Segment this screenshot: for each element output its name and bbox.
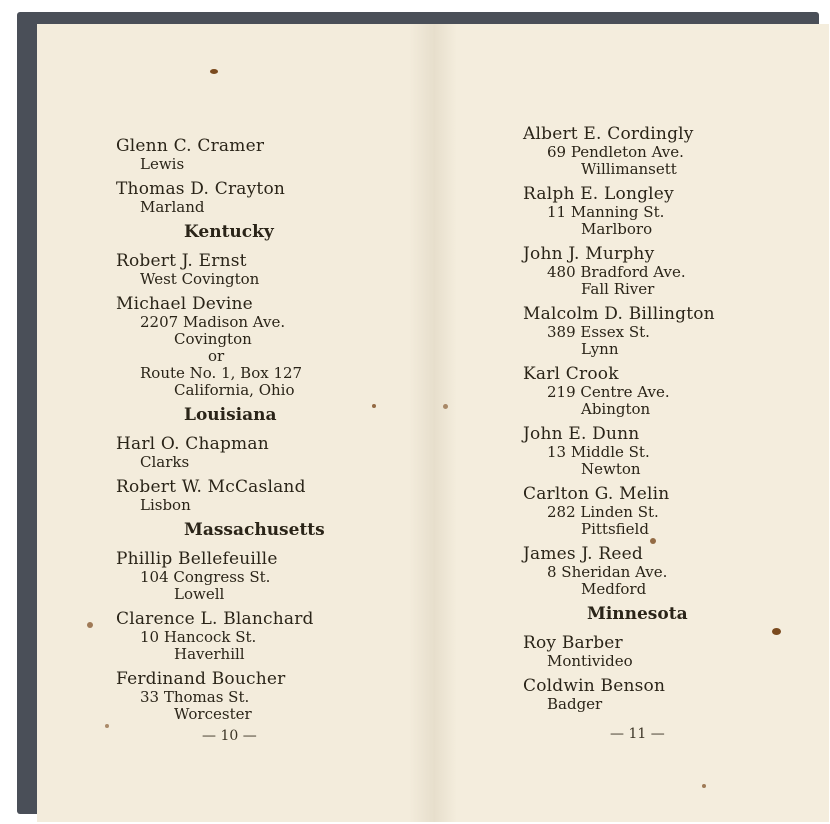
directory-entry xyxy=(523,364,823,418)
directory-entry xyxy=(523,184,823,238)
entry-address-line: Newton xyxy=(581,460,641,478)
left-page-listing xyxy=(116,136,416,729)
entry-address-line: Lynn xyxy=(581,340,619,358)
entry-address-line: Covington xyxy=(174,330,252,348)
directory-entry xyxy=(116,179,416,216)
entry-name: Clarence L. Blanchard xyxy=(116,609,314,629)
entry-address-line: or xyxy=(208,347,225,365)
entry-name: James J. Reed xyxy=(523,544,643,564)
entry-name: Karl Crook xyxy=(523,364,619,384)
entry-address-line: 104 Congress St. xyxy=(140,568,271,586)
foxing-spot xyxy=(772,628,781,635)
entry-address-line: Medford xyxy=(581,580,647,598)
entry-name: Harl O. Chapman xyxy=(116,434,269,454)
entry-address-line: 13 Middle St. xyxy=(547,443,650,461)
entry-name: John J. Murphy xyxy=(523,244,655,264)
entry-address-line: Marland xyxy=(140,198,205,216)
directory-entry xyxy=(116,251,416,288)
entry-address-line: Lewis xyxy=(140,155,185,173)
directory-entry xyxy=(116,294,416,399)
entry-address-line: 8 Sheridan Ave. xyxy=(547,563,668,581)
entry-name: Roy Barber xyxy=(523,633,623,653)
entry-address-line: California, Ohio xyxy=(174,381,295,399)
left-page xyxy=(37,24,436,822)
right-page xyxy=(435,24,829,822)
state-heading: Louisiana xyxy=(184,405,277,425)
entry-name: Albert E. Cordingly xyxy=(523,124,694,144)
foxing-spot xyxy=(210,69,218,74)
entry-address-line: Fall River xyxy=(581,280,655,298)
directory-entry xyxy=(116,549,416,603)
right-page-number: — 11 — xyxy=(610,726,665,742)
foxing-spot xyxy=(105,724,109,728)
foxing-spot xyxy=(372,404,376,408)
foxing-spot xyxy=(702,784,706,788)
foxing-spot xyxy=(87,622,93,628)
state-heading: Massachusetts xyxy=(184,520,325,540)
entry-address-line: 282 Linden St. xyxy=(547,503,659,521)
left-page-number: — 10 — xyxy=(202,728,257,744)
entry-address-line: Montivideo xyxy=(547,652,633,670)
state-heading: Kentucky xyxy=(184,222,274,242)
directory-entry xyxy=(523,424,823,478)
entry-address-line: Lisbon xyxy=(140,496,191,514)
directory-entry xyxy=(523,633,823,670)
entry-address-line: Marlboro xyxy=(581,220,653,238)
entry-name: Michael Devine xyxy=(116,294,253,314)
entry-address-line: West Covington xyxy=(140,270,260,288)
entry-name: Malcolm D. Billington xyxy=(523,304,715,324)
directory-entry xyxy=(523,484,823,538)
entry-name: John E. Dunn xyxy=(523,424,640,444)
booklet xyxy=(17,12,819,814)
directory-entry xyxy=(116,477,416,514)
directory-entry xyxy=(116,609,416,663)
entry-address-line: Badger xyxy=(547,695,603,713)
entry-address-line: 11 Manning St. xyxy=(547,203,665,221)
directory-entry xyxy=(523,124,823,178)
entry-address-line: Pittsfield xyxy=(581,520,649,538)
foxing-spot xyxy=(650,538,656,544)
entry-address-line: Haverhill xyxy=(174,645,245,663)
entry-name: Carlton G. Melin xyxy=(523,484,670,504)
directory-entry xyxy=(116,136,416,173)
directory-entry xyxy=(523,676,823,713)
entry-address-line: 2207 Madison Ave. xyxy=(140,313,286,331)
entry-address-line: Abington xyxy=(581,400,651,418)
entry-address-line: Clarks xyxy=(140,453,190,471)
entry-address-line: 219 Centre Ave. xyxy=(547,383,670,401)
entry-name: Glenn C. Cramer xyxy=(116,136,265,156)
entry-name: Thomas D. Crayton xyxy=(116,179,286,199)
directory-entry xyxy=(523,244,823,298)
entry-address-line: Worcester xyxy=(174,705,252,723)
entry-name: Phillip Bellefeuille xyxy=(116,549,278,569)
foxing-spot xyxy=(443,404,448,409)
entry-name: Ralph E. Longley xyxy=(523,184,674,204)
directory-entry xyxy=(523,544,823,598)
entry-address-line: 480 Bradford Ave. xyxy=(547,263,686,281)
entry-address-line: Willimansett xyxy=(581,160,677,178)
state-heading: Minnesota xyxy=(587,604,688,624)
directory-entry xyxy=(116,434,416,471)
entry-name: Ferdinand Boucher xyxy=(116,669,286,689)
entry-address-line: 10 Hancock St. xyxy=(140,628,257,646)
entry-name: Coldwin Benson xyxy=(523,676,666,696)
entry-address-line: 33 Thomas St. xyxy=(140,688,250,706)
entry-name: Robert W. McCasland xyxy=(116,477,306,497)
directory-entry xyxy=(523,304,823,358)
entry-address-line: Lowell xyxy=(174,585,225,603)
entry-address-line: 389 Essex St. xyxy=(547,323,650,341)
entry-address-line: 69 Pendleton Ave. xyxy=(547,143,684,161)
directory-entry xyxy=(116,669,416,723)
entry-name: Robert J. Ernst xyxy=(116,251,247,271)
entry-address-line: Route No. 1, Box 127 xyxy=(140,364,303,382)
